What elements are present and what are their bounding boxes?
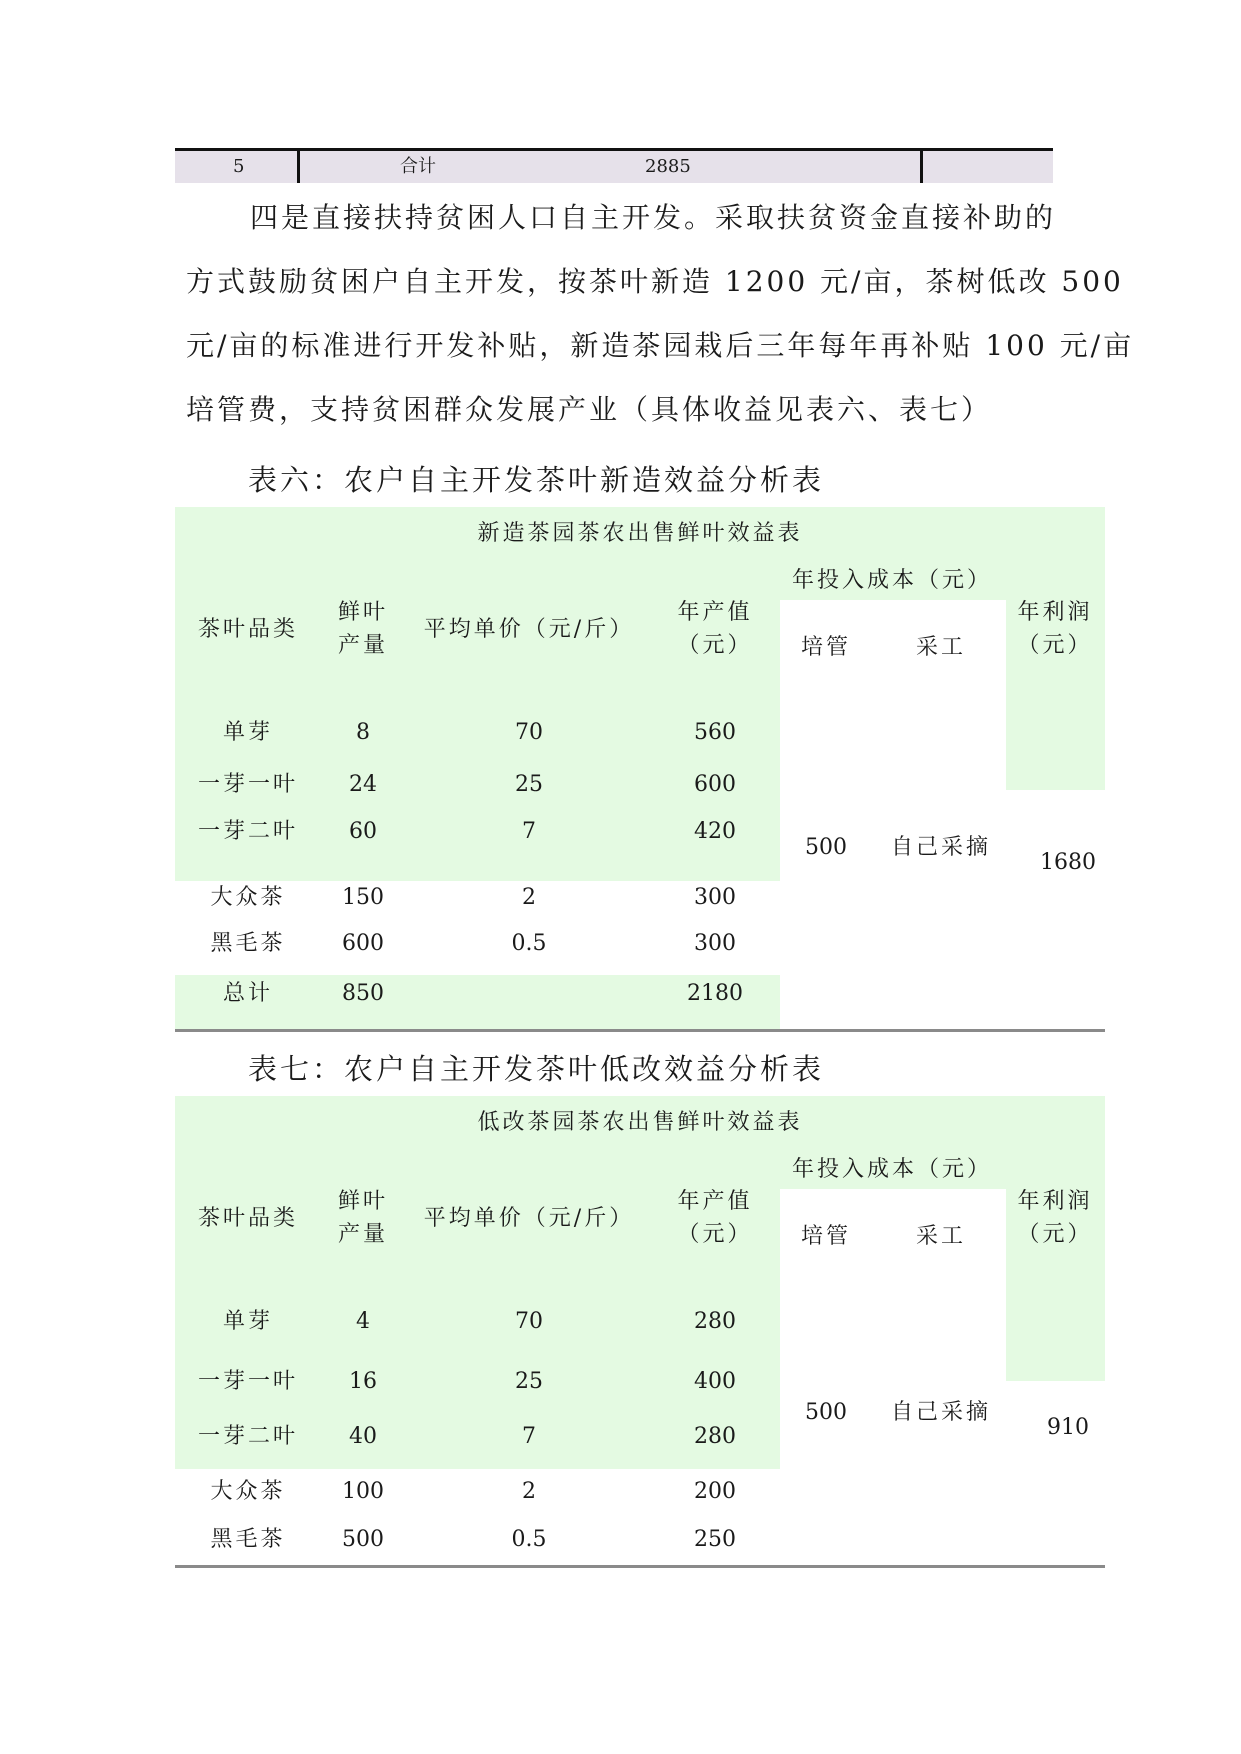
cell-category: 单芽	[222, 1309, 274, 1334]
header-bg	[1006, 1189, 1105, 1381]
cell-price: 2	[522, 885, 536, 910]
header-yield: 产量	[337, 633, 389, 658]
cell-value: 280	[694, 1309, 736, 1334]
cell-price: 25	[515, 1369, 543, 1394]
paragraph-line-2: 方式鼓励贫困户自主开发，按茶叶新造 1200 元/亩，茶树低改 500	[186, 265, 1124, 298]
header-cost: 年投入成本（元）	[791, 568, 993, 593]
cell-cost-mgmt: 500	[805, 1400, 847, 1425]
header-value: 年产值	[677, 1189, 753, 1214]
cell-value: 560	[694, 720, 736, 745]
row-number: 5	[233, 156, 245, 177]
cell-category: 一芽一叶	[197, 772, 299, 797]
header-cost-mgmt: 培管	[800, 635, 852, 660]
cell-value: 300	[694, 931, 736, 956]
cell-value: 250	[694, 1527, 736, 1552]
cell-value: 200	[694, 1479, 736, 1504]
cell-value: 600	[694, 772, 736, 797]
header-value: （元）	[677, 1222, 753, 1247]
header-profit: 年利润	[1017, 1189, 1093, 1214]
cell-yield: 16	[349, 1369, 377, 1394]
cell-category: 大众茶	[210, 885, 286, 910]
cell-yield: 850	[342, 981, 384, 1006]
cell-profit: 1680	[1040, 850, 1096, 875]
total-value: 2885	[645, 156, 691, 177]
empty-cell	[923, 151, 1053, 183]
cell-category: 黑毛茶	[210, 931, 286, 956]
total-cell	[300, 151, 920, 183]
cell-cost-pick: 自己采摘	[890, 1400, 992, 1425]
cell-yield: 60	[349, 819, 377, 844]
header-yield: 鲜叶	[337, 1189, 389, 1214]
cell-cost-pick: 自己采摘	[890, 835, 992, 860]
cell-yield: 600	[342, 931, 384, 956]
cell-price: 70	[515, 1309, 543, 1334]
header-category: 茶叶品类	[197, 617, 299, 642]
paragraph-line-1: 四是直接扶持贫困人口自主开发。采取扶贫资金直接补助的	[250, 201, 1057, 234]
cell-category: 单芽	[222, 720, 274, 745]
header-profit: （元）	[1017, 633, 1093, 658]
cell-yield: 100	[342, 1479, 384, 1504]
cell-value: 400	[694, 1369, 736, 1394]
row-number-cell	[175, 151, 297, 183]
table-bottom-border	[175, 1029, 1105, 1032]
header-yield: 产量	[337, 1222, 389, 1247]
previous-table-total-row	[175, 148, 1053, 183]
cell-value: 2180	[687, 981, 743, 1006]
table6-title: 新造茶园茶农出售鲜叶效益表	[477, 521, 803, 546]
cell-yield: 40	[349, 1424, 377, 1449]
header-cost: 年投入成本（元）	[791, 1157, 993, 1182]
cell-yield: 8	[356, 720, 370, 745]
header-profit: （元）	[1017, 1222, 1093, 1247]
cell-category: 一芽二叶	[197, 1424, 299, 1449]
cell-yield: 4	[356, 1309, 370, 1334]
header-value: （元）	[677, 633, 753, 658]
cell-price: 0.5	[511, 1527, 547, 1552]
cell-value: 300	[694, 885, 736, 910]
cell-category: 总计	[222, 981, 274, 1006]
cell-value: 280	[694, 1424, 736, 1449]
header-cost-pick: 采工	[915, 1224, 967, 1249]
cell-price: 0.5	[511, 931, 547, 956]
cell-cost-mgmt: 500	[805, 835, 847, 860]
cell-yield: 24	[349, 772, 377, 797]
paragraph-line-3: 元/亩的标准进行开发补贴，新造茶园栽后三年每年再补贴 100 元/亩	[186, 329, 1135, 362]
table7-caption: 表七：农户自主开发茶叶低改效益分析表	[248, 1052, 825, 1086]
table6-caption: 表六：农户自主开发茶叶新造效益分析表	[248, 463, 825, 497]
header-bg	[1006, 600, 1105, 790]
cell-price: 7	[522, 1424, 536, 1449]
cell-profit: 910	[1047, 1415, 1089, 1440]
cell-value: 420	[694, 819, 736, 844]
cell-category: 一芽一叶	[197, 1369, 299, 1394]
header-category: 茶叶品类	[197, 1206, 299, 1231]
cell-price: 2	[522, 1479, 536, 1504]
header-profit: 年利润	[1017, 600, 1093, 625]
table-bottom-border	[175, 1565, 1105, 1568]
header-price: 平均单价（元/斤）	[423, 1206, 635, 1231]
cell-category: 大众茶	[210, 1479, 286, 1504]
cell-price: 25	[515, 772, 543, 797]
header-cost-pick: 采工	[915, 635, 967, 660]
cell-yield: 150	[342, 885, 384, 910]
header-value: 年产值	[677, 600, 753, 625]
cell-yield: 500	[342, 1527, 384, 1552]
header-cost-mgmt: 培管	[800, 1224, 852, 1249]
cell-price: 7	[522, 819, 536, 844]
header-price: 平均单价（元/斤）	[423, 617, 635, 642]
total-label: 合计	[400, 156, 436, 177]
table7-title: 低改茶园茶农出售鲜叶效益表	[477, 1110, 803, 1135]
cell-category: 黑毛茶	[210, 1527, 286, 1552]
paragraph-line-4: 培管费，支持贫困群众发展产业（具体收益见表六、表七）	[186, 393, 993, 426]
cell-category: 一芽二叶	[197, 819, 299, 844]
header-yield: 鲜叶	[337, 600, 389, 625]
table7	[175, 1096, 1105, 1570]
cell-price: 70	[515, 720, 543, 745]
table6	[175, 507, 1105, 1032]
